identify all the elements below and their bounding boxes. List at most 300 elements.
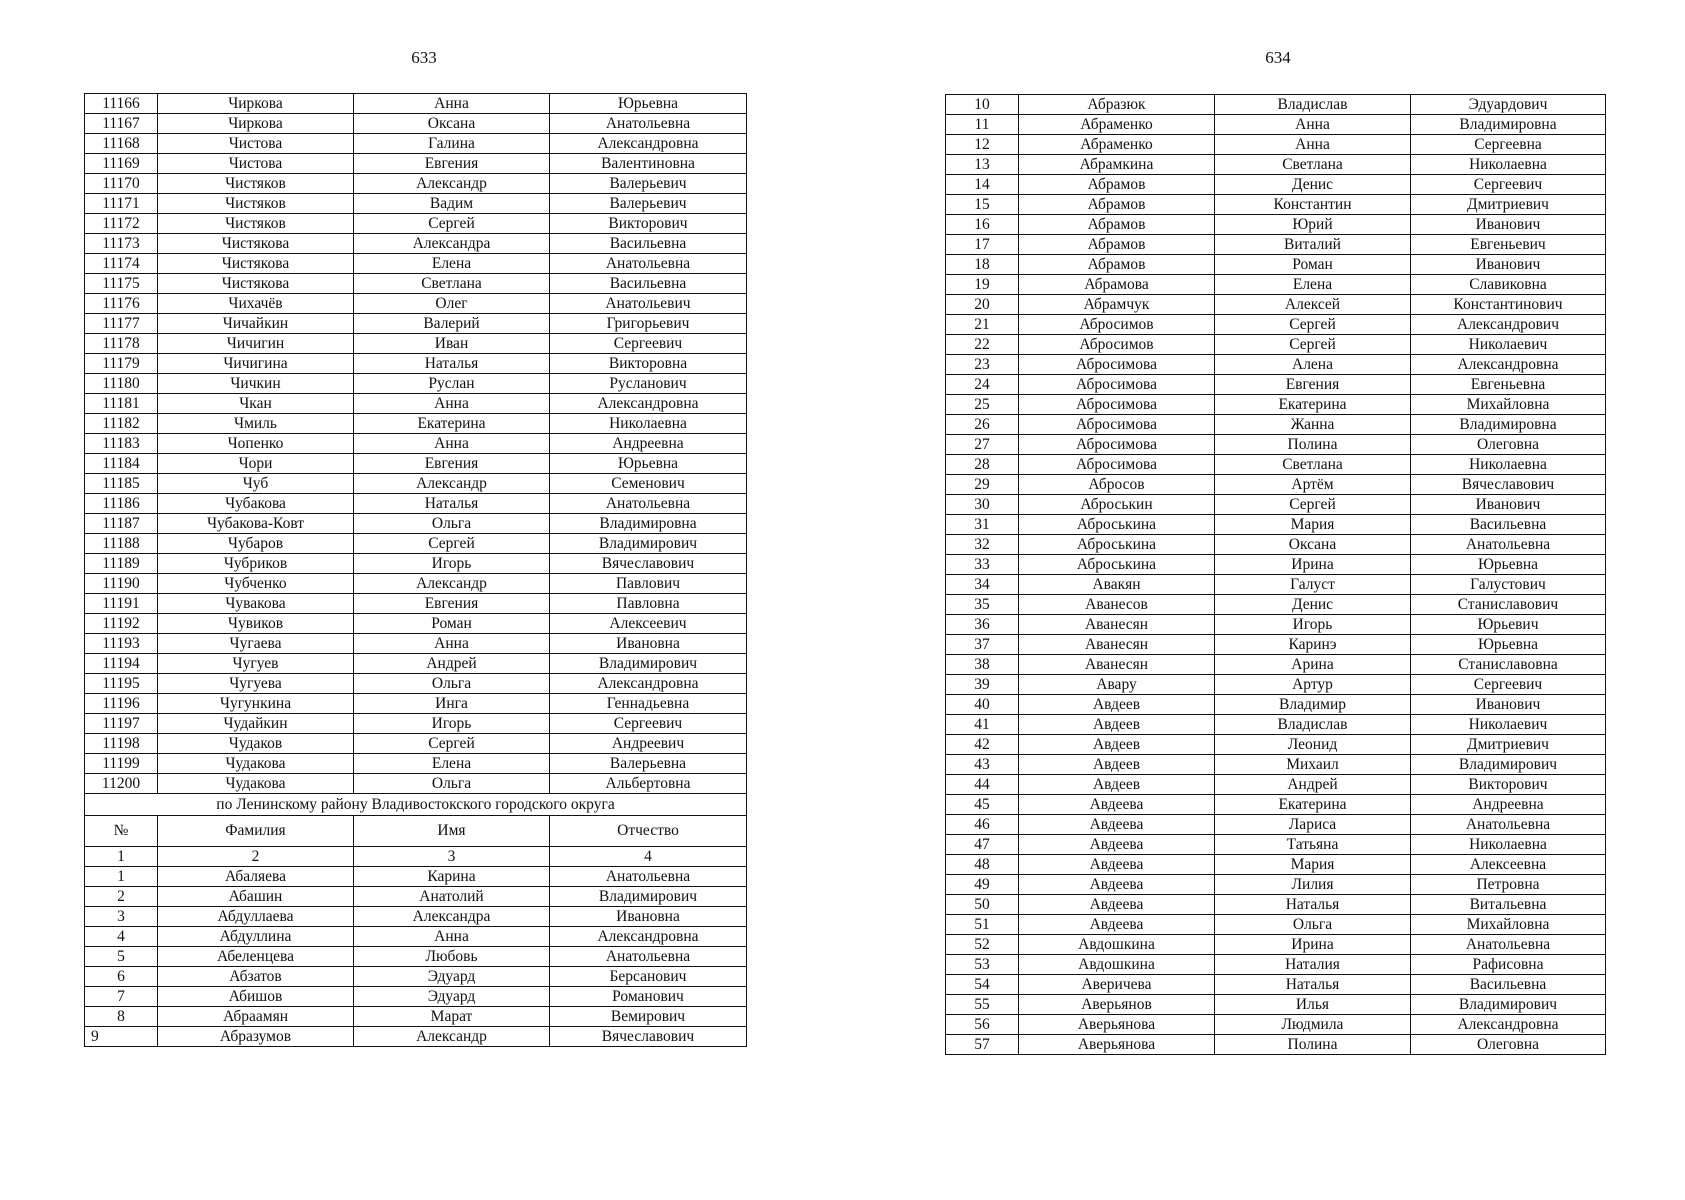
cell-first-name: Евгения (1215, 375, 1411, 395)
cell-first-name: Вадим (354, 194, 550, 214)
cell-first-name: Валерий (354, 314, 550, 334)
cell-patronymic: Берсанович (550, 967, 747, 987)
cell-surname: Чистяков (158, 214, 354, 234)
cell-patronymic: Анатольевич (550, 294, 747, 314)
cell-surname: Абросимова (1019, 355, 1215, 375)
cell-patronymic: Вячеславович (550, 554, 747, 574)
cell-surname: Абрамов (1019, 175, 1215, 195)
cell-surname: Чубакова-Ковт (158, 514, 354, 534)
table-row (85, 474, 747, 494)
cell-number: 11172 (85, 214, 158, 234)
cell-first-name: Людмила (1215, 1015, 1411, 1035)
table-row (946, 995, 1606, 1015)
cell-patronymic: Александровна (550, 927, 747, 947)
cell-number: 54 (946, 975, 1019, 995)
cell-surname: Абрамов (1019, 195, 1215, 215)
cell-number: 36 (946, 615, 1019, 635)
table-row (85, 354, 747, 374)
table-row (85, 274, 747, 294)
table-row (85, 94, 747, 114)
cell-surname: Чубченко (158, 574, 354, 594)
cell-patronymic: Иванович (1411, 495, 1606, 515)
cell-surname: Чичигина (158, 354, 354, 374)
cell-number: 11 (946, 115, 1019, 135)
cell-first-name: Сергей (354, 534, 550, 554)
table-row (946, 655, 1606, 675)
cell-surname: Чубриков (158, 554, 354, 574)
cell-number: 11176 (85, 294, 158, 314)
table-row (946, 755, 1606, 775)
table-row (85, 907, 747, 927)
cell-number: 11168 (85, 134, 158, 154)
cell-patronymic: Анатольевна (1411, 935, 1606, 955)
cell-first-name: Сергей (1215, 495, 1411, 515)
cell-first-name: Ольга (354, 774, 550, 794)
cell-patronymic: Ивановна (550, 634, 747, 654)
cell-first-name: Роман (354, 614, 550, 634)
table-row (946, 975, 1606, 995)
cell-patronymic: Викторович (550, 214, 747, 234)
cell-first-name: Илья (1215, 995, 1411, 1015)
cell-surname: Чугуева (158, 674, 354, 694)
cell-number: 11199 (85, 754, 158, 774)
cell-number: 27 (946, 435, 1019, 455)
table-row (85, 254, 747, 274)
table-row (946, 715, 1606, 735)
cell-surname: Авакян (1019, 575, 1215, 595)
cell-patronymic: Владимировна (550, 514, 747, 534)
cell-surname: Аверичева (1019, 975, 1215, 995)
cell-surname: Чистяков (158, 194, 354, 214)
cell-surname: Авдеев (1019, 755, 1215, 775)
cell-first-name: Арина (1215, 655, 1411, 675)
cell-surname: Авдеева (1019, 855, 1215, 875)
cell-first-name: Полина (1215, 1035, 1411, 1055)
cell-surname: Чубаров (158, 534, 354, 554)
cell-patronymic: Константинович (1411, 295, 1606, 315)
table-row (85, 754, 747, 774)
cell-surname: Абросимов (1019, 335, 1215, 355)
cell-first-name: Евгения (354, 594, 550, 614)
cell-surname: Абраамян (158, 1007, 354, 1027)
cell-surname: Абрамкина (1019, 155, 1215, 175)
cell-first-name: Ольга (354, 674, 550, 694)
cell-surname: Абраменко (1019, 115, 1215, 135)
cell-first-name: Александр (354, 474, 550, 494)
cell-patronymic: Олеговна (1411, 1035, 1606, 1055)
cell-patronymic: Владимирович (550, 534, 747, 554)
cell-patronymic: Русланович (550, 374, 747, 394)
cell-surname: Чори (158, 454, 354, 474)
cell-surname: Авдошкина (1019, 955, 1215, 975)
table-row (946, 355, 1606, 375)
cell-first-name: Мария (1215, 515, 1411, 535)
cell-first-name: Наталия (1215, 955, 1411, 975)
cell-first-name: Ирина (1215, 935, 1411, 955)
table-row (85, 734, 747, 754)
cell-patronymic: Рафисовна (1411, 955, 1606, 975)
cell-surname: Чудакова (158, 774, 354, 794)
cell-number: 11180 (85, 374, 158, 394)
cell-number: 44 (946, 775, 1019, 795)
cell-surname: Абросимова (1019, 455, 1215, 475)
cell-patronymic: Васильевна (550, 234, 747, 254)
cell-patronymic: Андреевна (550, 434, 747, 454)
cell-surname: Чистова (158, 134, 354, 154)
cell-number: 31 (946, 515, 1019, 535)
cell-number: 3 (85, 907, 158, 927)
table-row (85, 394, 747, 414)
table-row (946, 795, 1606, 815)
table-row (85, 534, 747, 554)
table-header-row (85, 816, 747, 847)
cell-surname: Авдошкина (1019, 935, 1215, 955)
cell-surname: Абросимова (1019, 375, 1215, 395)
cell-first-name: Леонид (1215, 735, 1411, 755)
table-row (85, 494, 747, 514)
cell-first-name: Инга (354, 694, 550, 714)
left-table-body-bottom (85, 867, 747, 1047)
table-row (85, 214, 747, 234)
cell-surname: Авдеева (1019, 915, 1215, 935)
cell-patronymic: Иванович (1411, 695, 1606, 715)
cell-first-name: Ольга (1215, 915, 1411, 935)
cell-first-name: Каринэ (1215, 635, 1411, 655)
table-row (946, 435, 1606, 455)
cell-patronymic: Олеговна (1411, 435, 1606, 455)
table-row (85, 1007, 747, 1027)
table-row (946, 115, 1606, 135)
cell-patronymic: Юрьевна (550, 94, 747, 114)
cell-surname: Абросимова (1019, 435, 1215, 455)
cell-patronymic: Владимирович (550, 887, 747, 907)
table-row (946, 515, 1606, 535)
table-row (85, 314, 747, 334)
table-row (85, 514, 747, 534)
cell-patronymic: Валерьевич (550, 194, 747, 214)
table-row (946, 455, 1606, 475)
cell-number: 11198 (85, 734, 158, 754)
cell-patronymic: Александровна (550, 134, 747, 154)
cell-number: 35 (946, 595, 1019, 615)
cell-patronymic: Григорьевич (550, 314, 747, 334)
cell-first-name: Елена (354, 754, 550, 774)
column-number-1: 1 (85, 847, 158, 867)
section-title: по Ленинскому району Владивостокского городского округа (85, 794, 747, 816)
cell-first-name: Александр (354, 574, 550, 594)
cell-number: 14 (946, 175, 1019, 195)
table-row (85, 714, 747, 734)
cell-first-name: Елена (1215, 275, 1411, 295)
table-row (946, 495, 1606, 515)
cell-patronymic: Галустович (1411, 575, 1606, 595)
cell-surname: Абдуллаева (158, 907, 354, 927)
cell-first-name: Светлана (1215, 155, 1411, 175)
table-row (85, 614, 747, 634)
cell-patronymic: Владимировна (1411, 415, 1606, 435)
cell-patronymic: Евгеньевна (1411, 375, 1606, 395)
cell-first-name: Виталий (1215, 235, 1411, 255)
table-row (946, 255, 1606, 275)
cell-number: 20 (946, 295, 1019, 315)
table-row (946, 1015, 1606, 1035)
table-row (946, 215, 1606, 235)
cell-first-name: Жанна (1215, 415, 1411, 435)
cell-patronymic: Сергеевич (550, 334, 747, 354)
cell-surname: Чичкин (158, 374, 354, 394)
cell-patronymic: Иванович (1411, 255, 1606, 275)
cell-patronymic: Алексеевич (550, 614, 747, 634)
cell-number: 10 (946, 95, 1019, 115)
table-row (946, 695, 1606, 715)
table-row (85, 194, 747, 214)
table-row (946, 895, 1606, 915)
cell-surname: Чудаков (158, 734, 354, 754)
cell-surname: Аверьянова (1019, 1035, 1215, 1055)
cell-first-name: Анна (1215, 115, 1411, 135)
cell-first-name: Анна (354, 394, 550, 414)
table-row (946, 815, 1606, 835)
cell-number: 48 (946, 855, 1019, 875)
cell-number: 12 (946, 135, 1019, 155)
cell-surname: Абрамов (1019, 235, 1215, 255)
cell-surname: Абишов (158, 987, 354, 1007)
cell-first-name: Константин (1215, 195, 1411, 215)
cell-surname: Аванесян (1019, 615, 1215, 635)
cell-patronymic: Николаевич (1411, 715, 1606, 735)
cell-number: 22 (946, 335, 1019, 355)
table-row (85, 927, 747, 947)
cell-surname: Авдеева (1019, 875, 1215, 895)
table-row (946, 315, 1606, 335)
cell-patronymic: Вемирович (550, 1007, 747, 1027)
table-row (946, 175, 1606, 195)
table-row (85, 434, 747, 454)
cell-first-name: Наталья (354, 494, 550, 514)
cell-first-name: Денис (1215, 595, 1411, 615)
cell-patronymic: Анатольевна (550, 947, 747, 967)
cell-first-name: Александра (354, 907, 550, 927)
cell-number: 17 (946, 235, 1019, 255)
table-row (946, 855, 1606, 875)
table-row (946, 415, 1606, 435)
cell-patronymic: Васильевна (550, 274, 747, 294)
cell-patronymic: Николаевна (1411, 455, 1606, 475)
cell-patronymic: Михайловна (1411, 915, 1606, 935)
cell-first-name: Андрей (1215, 775, 1411, 795)
cell-surname: Авдеева (1019, 795, 1215, 815)
table-row (85, 154, 747, 174)
cell-number: 11171 (85, 194, 158, 214)
table-row (946, 675, 1606, 695)
cell-first-name: Галина (354, 134, 550, 154)
right-page-table (945, 94, 1606, 1055)
cell-patronymic: Вячеславович (550, 1027, 747, 1047)
cell-surname: Абрамов (1019, 255, 1215, 275)
table-row (85, 134, 747, 154)
cell-surname: Аверьянова (1019, 1015, 1215, 1035)
table-row (946, 155, 1606, 175)
cell-surname: Аброськина (1019, 535, 1215, 555)
table-row (946, 295, 1606, 315)
cell-number: 11195 (85, 674, 158, 694)
cell-first-name: Лилия (1215, 875, 1411, 895)
cell-patronymic: Валентиновна (550, 154, 747, 174)
cell-surname: Абашин (158, 887, 354, 907)
cell-patronymic: Сергеевич (550, 714, 747, 734)
cell-surname: Авдеева (1019, 815, 1215, 835)
cell-surname: Чихачёв (158, 294, 354, 314)
left-table-body-top (85, 94, 747, 794)
cell-first-name: Мария (1215, 855, 1411, 875)
cell-first-name: Светлана (354, 274, 550, 294)
cell-number: 5 (85, 947, 158, 967)
cell-patronymic: Владимировна (1411, 115, 1606, 135)
table-row (946, 595, 1606, 615)
cell-surname: Абросимов (1019, 315, 1215, 335)
cell-surname: Чичайкин (158, 314, 354, 334)
table-row (946, 95, 1606, 115)
table-row (946, 135, 1606, 155)
column-number-2: 2 (158, 847, 354, 867)
cell-number: 6 (85, 967, 158, 987)
cell-surname: Авдеев (1019, 775, 1215, 795)
cell-first-name: Александр (354, 1027, 550, 1047)
cell-number: 11179 (85, 354, 158, 374)
cell-number: 11175 (85, 274, 158, 294)
table-row (85, 574, 747, 594)
cell-number: 2 (85, 887, 158, 907)
cell-patronymic: Станиславовна (1411, 655, 1606, 675)
cell-first-name: Игорь (354, 714, 550, 734)
cell-patronymic: Эдуардович (1411, 95, 1606, 115)
table-row (946, 1035, 1606, 1055)
cell-number: 34 (946, 575, 1019, 595)
cell-surname: Чувиков (158, 614, 354, 634)
cell-surname: Абзатов (158, 967, 354, 987)
cell-patronymic: Вячеславович (1411, 475, 1606, 495)
cell-surname: Абросимова (1019, 415, 1215, 435)
cell-patronymic: Валерьевич (550, 174, 747, 194)
cell-number: 24 (946, 375, 1019, 395)
cell-number: 11197 (85, 714, 158, 734)
cell-patronymic: Алексеевна (1411, 855, 1606, 875)
cell-number: 13 (946, 155, 1019, 175)
table-row (85, 867, 747, 887)
cell-number: 38 (946, 655, 1019, 675)
cell-first-name: Анна (1215, 135, 1411, 155)
page-number-right: 634 (1265, 48, 1291, 67)
cell-surname: Чудайкин (158, 714, 354, 734)
cell-first-name: Анна (354, 434, 550, 454)
cell-number: 11189 (85, 554, 158, 574)
cell-number: 11174 (85, 254, 158, 274)
section-title-row (85, 794, 747, 816)
cell-surname: Авдеева (1019, 895, 1215, 915)
cell-number: 16 (946, 215, 1019, 235)
cell-number: 41 (946, 715, 1019, 735)
cell-number: 11182 (85, 414, 158, 434)
cell-surname: Чичигин (158, 334, 354, 354)
left-table-section (85, 794, 747, 867)
cell-number: 23 (946, 355, 1019, 375)
cell-first-name: Артур (1215, 675, 1411, 695)
cell-number: 9 (85, 1027, 158, 1047)
table-row (85, 554, 747, 574)
cell-surname: Абдуллина (158, 927, 354, 947)
cell-number: 4 (85, 927, 158, 947)
table-row (85, 414, 747, 434)
cell-patronymic: Александровна (550, 394, 747, 414)
table-row (946, 475, 1606, 495)
cell-first-name: Оксана (354, 114, 550, 134)
cell-number: 18 (946, 255, 1019, 275)
cell-number: 11184 (85, 454, 158, 474)
cell-patronymic: Николаевна (1411, 155, 1606, 175)
cell-first-name: Владислав (1215, 95, 1411, 115)
cell-first-name: Елена (354, 254, 550, 274)
cell-first-name: Игорь (354, 554, 550, 574)
table-row (946, 555, 1606, 575)
cell-patronymic: Николаевна (1411, 835, 1606, 855)
cell-first-name: Евгения (354, 454, 550, 474)
cell-patronymic: Николаевич (1411, 335, 1606, 355)
cell-number: 11191 (85, 594, 158, 614)
table-row (946, 935, 1606, 955)
cell-patronymic: Евгеньевич (1411, 235, 1606, 255)
cell-surname: Абаляева (158, 867, 354, 887)
table-row (946, 875, 1606, 895)
cell-first-name: Эдуард (354, 987, 550, 1007)
table-row (946, 235, 1606, 255)
table-row (946, 395, 1606, 415)
cell-number: 11167 (85, 114, 158, 134)
cell-patronymic: Юрьевна (1411, 555, 1606, 575)
cell-patronymic: Владимирович (1411, 995, 1606, 1015)
cell-surname: Абраменко (1019, 135, 1215, 155)
header-number: № (85, 816, 158, 847)
cell-number: 42 (946, 735, 1019, 755)
cell-number: 57 (946, 1035, 1019, 1055)
cell-first-name: Анна (354, 634, 550, 654)
cell-patronymic: Альбертовна (550, 774, 747, 794)
cell-number: 25 (946, 395, 1019, 415)
cell-patronymic: Михайловна (1411, 395, 1606, 415)
cell-surname: Аверьянов (1019, 995, 1215, 1015)
cell-first-name: Наталья (1215, 975, 1411, 995)
cell-surname: Авдеев (1019, 735, 1215, 755)
cell-surname: Абразюк (1019, 95, 1215, 115)
cell-first-name: Анна (354, 927, 550, 947)
cell-first-name: Анна (354, 94, 550, 114)
cell-surname: Аброськин (1019, 495, 1215, 515)
cell-first-name: Алена (1215, 355, 1411, 375)
cell-number: 19 (946, 275, 1019, 295)
table-row (946, 275, 1606, 295)
cell-number: 37 (946, 635, 1019, 655)
table-row (946, 615, 1606, 635)
cell-number: 53 (946, 955, 1019, 975)
cell-first-name: Андрей (354, 654, 550, 674)
cell-patronymic: Анатольевна (1411, 535, 1606, 555)
table-row (85, 234, 747, 254)
cell-number: 11181 (85, 394, 158, 414)
table-row (946, 635, 1606, 655)
table-row (946, 195, 1606, 215)
cell-first-name: Екатерина (354, 414, 550, 434)
cell-patronymic: Андреевич (550, 734, 747, 754)
cell-number: 11177 (85, 314, 158, 334)
